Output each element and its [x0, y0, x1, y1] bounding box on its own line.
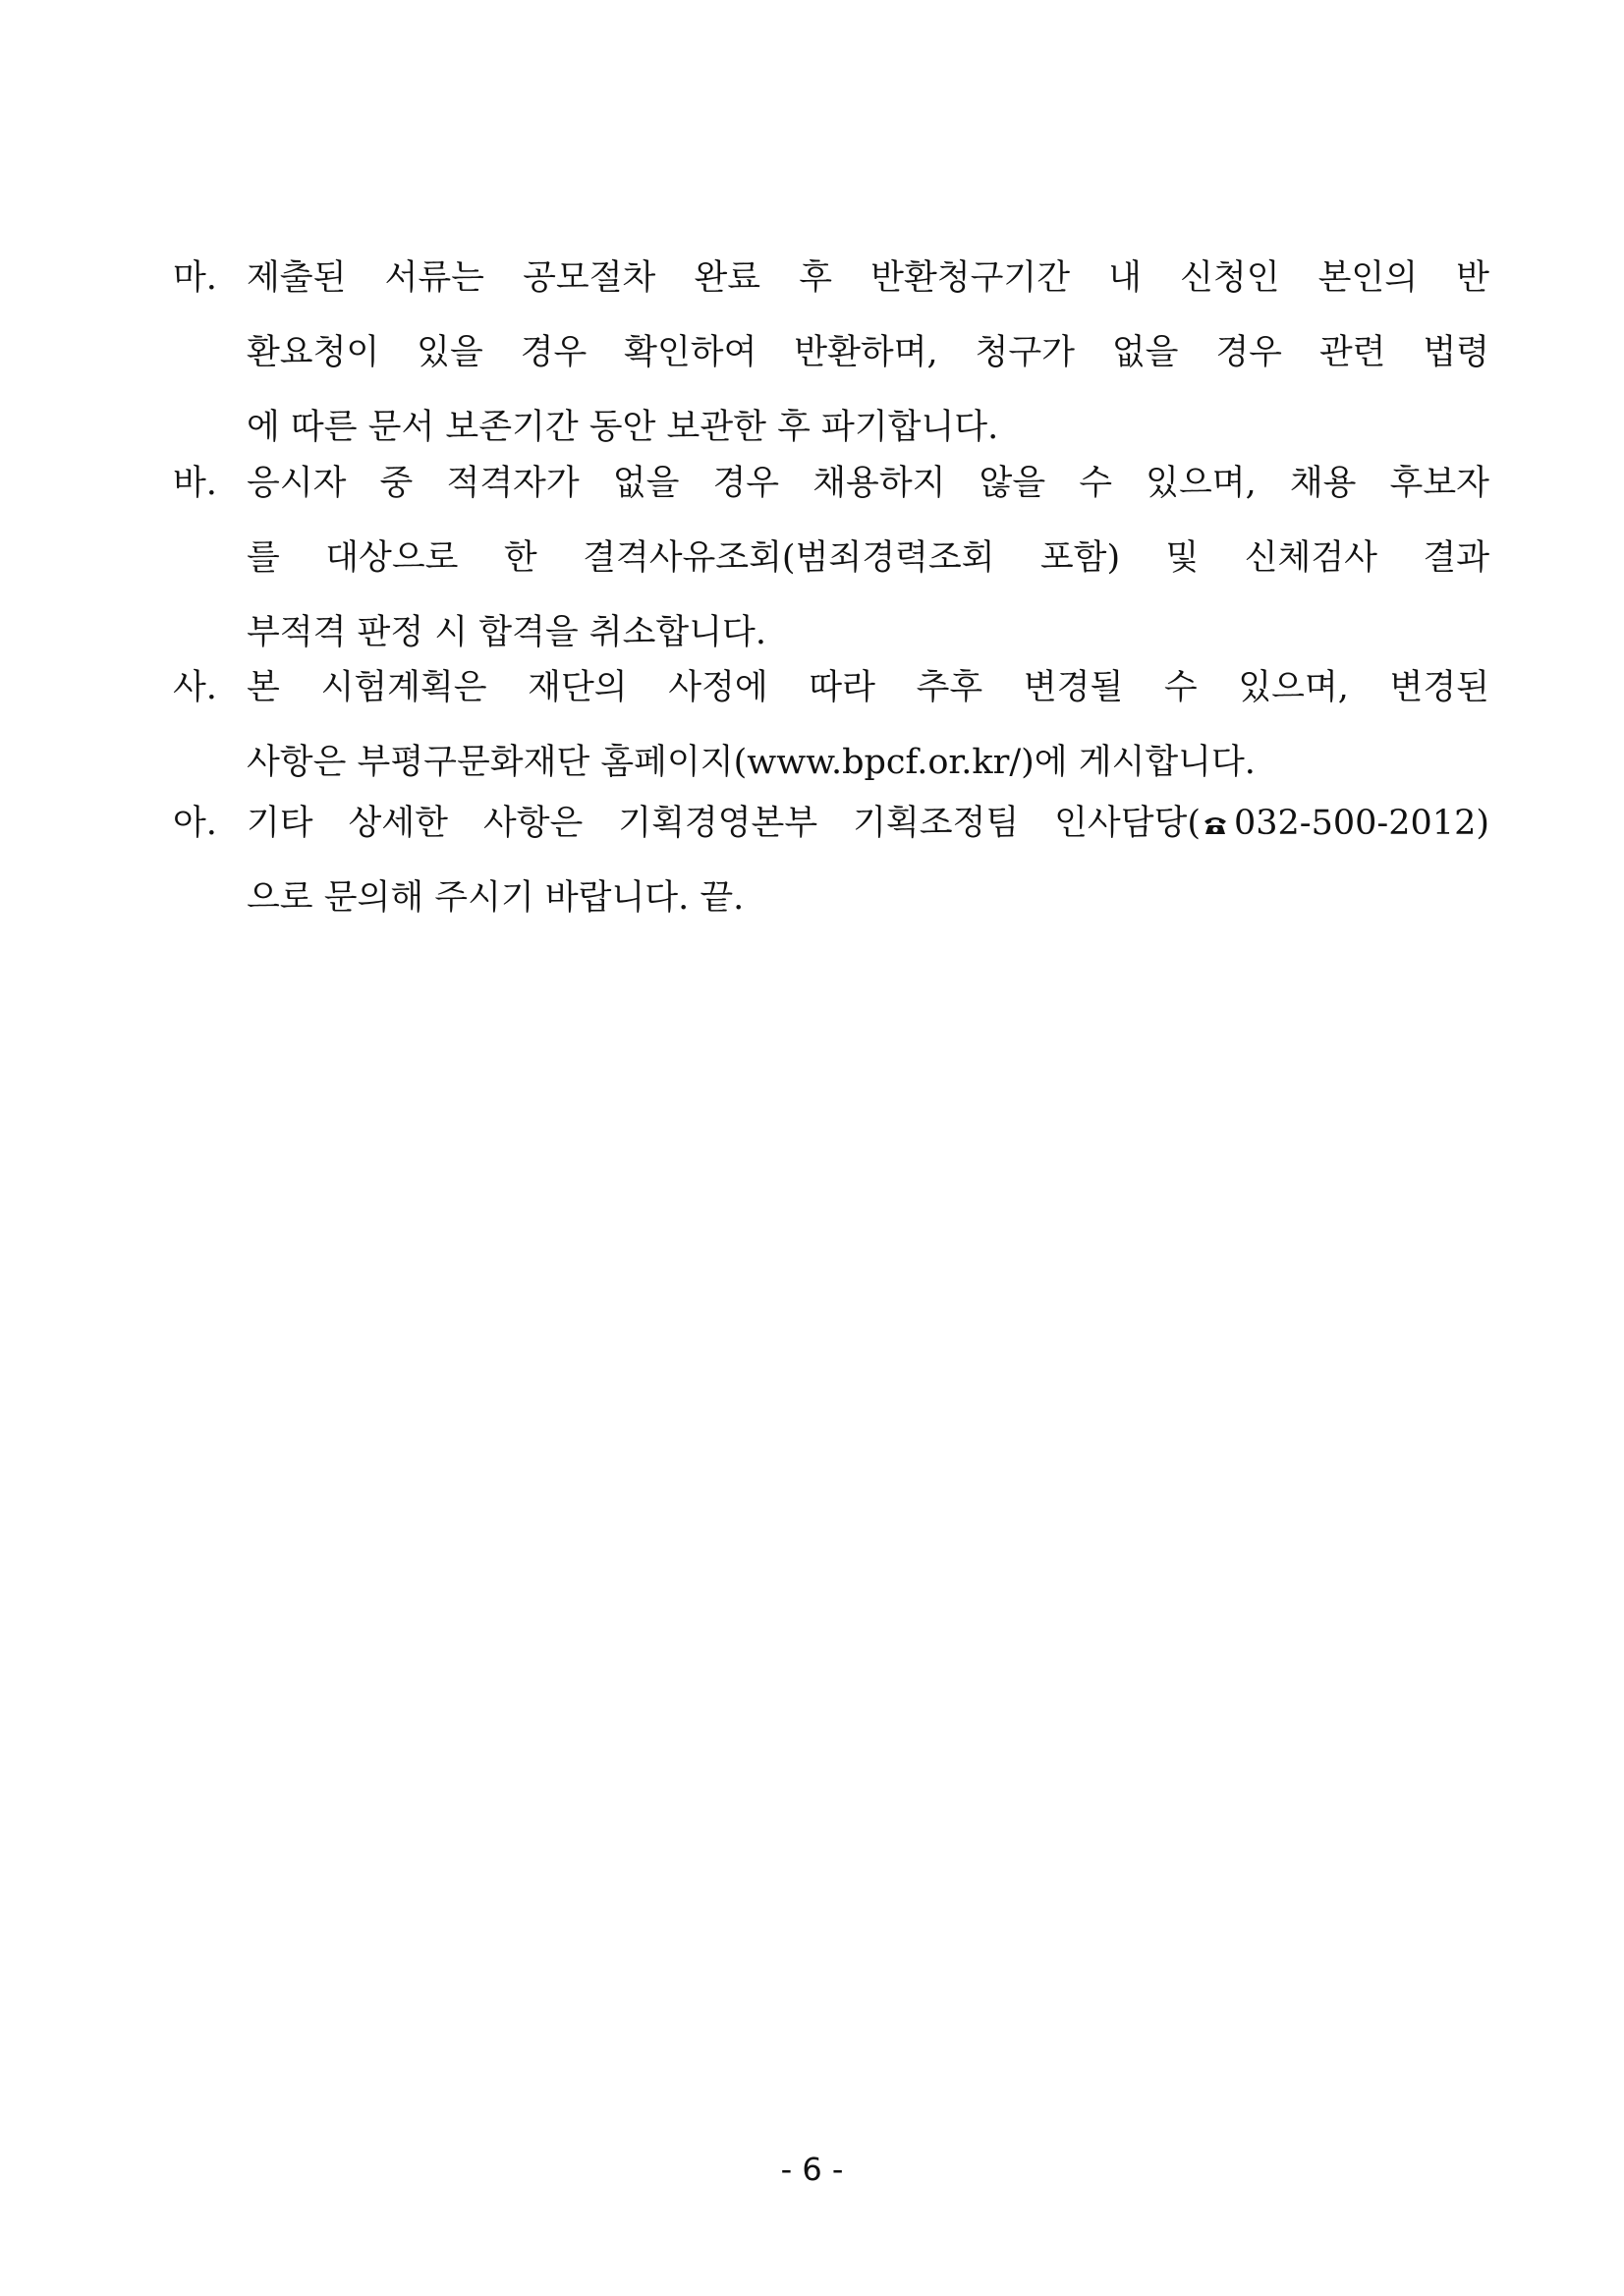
- text-line-with-phone: [247, 786, 1489, 861]
- page-number: - 6 -: [780, 2151, 844, 2188]
- text-line: 를 대상으로 한 결격사유조회(범죄경력조회 포함) 및 신체검사 결과: [247, 538, 1489, 578]
- list-marker: 마.: [173, 258, 217, 298]
- phone-number: 032-500-2012): [1234, 804, 1489, 843]
- list-item-text: [247, 241, 1489, 465]
- list-marker: 사.: [173, 668, 217, 707]
- list-item-text: [247, 786, 1489, 935]
- text-line: 환요청이 있을 경우 확인하여 반환하며, 청구가 없을 경우 관련 법령: [247, 333, 1489, 372]
- list-item-a: [173, 786, 1489, 935]
- list-marker: 아.: [173, 804, 217, 843]
- list-item-text: [247, 446, 1489, 670]
- list-item-sa: [173, 650, 1489, 800]
- telephone-icon: [1203, 814, 1228, 836]
- text-line: 으로 문의해 주시기 바랍니다. 끝.: [247, 878, 745, 918]
- list-item-ma: [173, 241, 1489, 465]
- list-item-ba: [173, 446, 1489, 670]
- text-line: 본 시험계획은 재단의 사정에 따라 추후 변경될 수 있으며, 변경된: [247, 668, 1489, 707]
- list-item-text: [247, 650, 1489, 800]
- text-line: 제출된 서류는 공모절차 완료 후 반환청구기간 내 신청인 본인의 반: [247, 258, 1489, 298]
- text-line: 에 따른 문서 보존기간 동안 보관한 후 파기합니다.: [247, 408, 999, 447]
- contact-text: 기타 상세한 사항은 기획경영본부 기획조정팀 인사담당(: [247, 804, 1201, 843]
- text-line: 응시자 중 적격자가 없을 경우 채용하지 않을 수 있으며, 채용 후보자: [247, 464, 1489, 503]
- text-line: 부적격 판정 시 합격을 취소합니다.: [247, 613, 766, 652]
- list-marker: 바.: [173, 464, 217, 503]
- text-line: 사항은 부평구문화재단 홈페이지(www.bpcf.or.kr/)에 게시합니다.: [247, 743, 1256, 782]
